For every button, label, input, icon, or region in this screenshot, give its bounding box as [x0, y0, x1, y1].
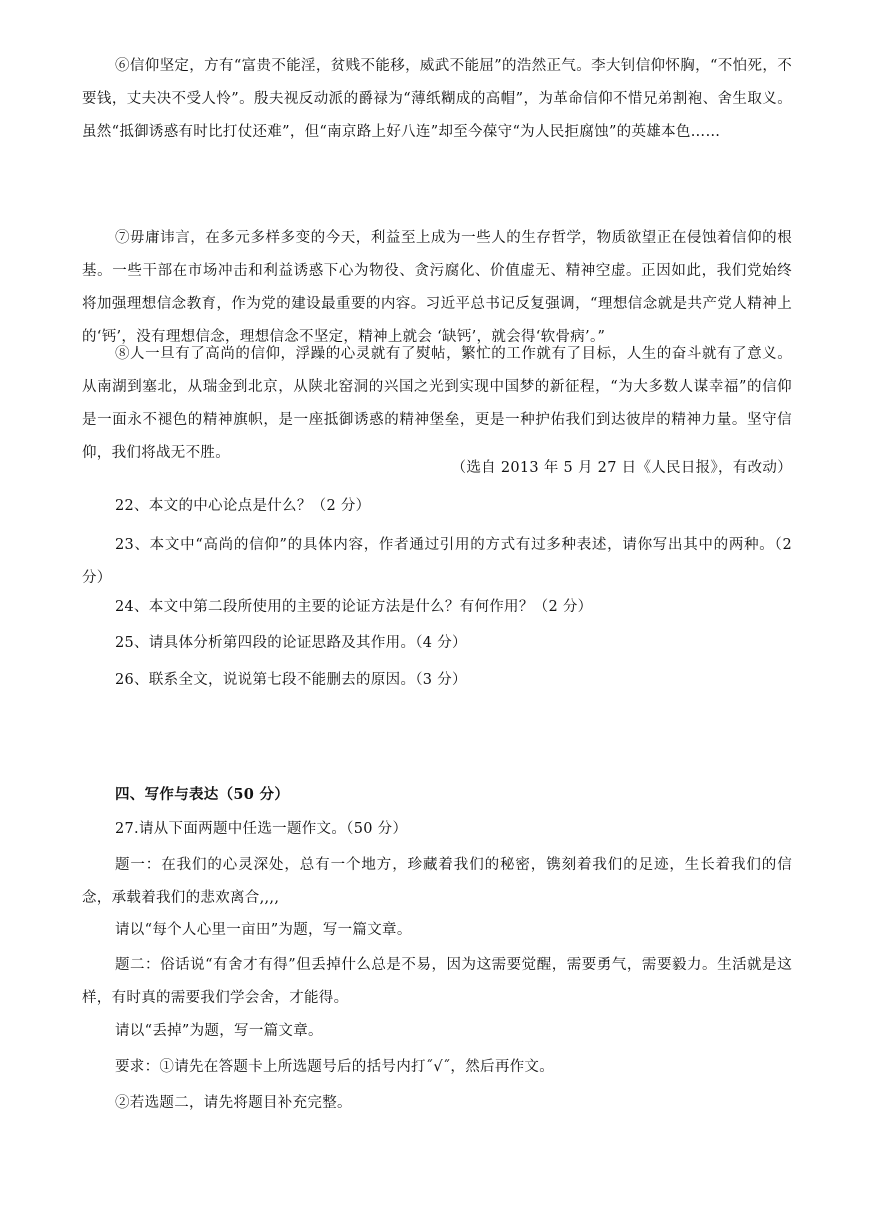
question-24: 24、本文中第二段所使用的主要的论证方法是什么？有何作用？（2 分）	[115, 599, 593, 615]
section-title: 四、写作与表达（50 分）	[115, 786, 290, 803]
question-26: 26、联系全文，说说第七段不能删去的原因。（3 分）	[115, 672, 467, 688]
topic-two: 题二：俗话说“有舍才有得”但丢掉什么总是不易，因为这需要觉醒，需要勇气，需要毅力。生活就是这样，有时真的需要我们学会舍，才能得。	[82, 957, 792, 1006]
question-27: 27.请从下面两题中任选一题作文。（50 分）	[115, 821, 408, 837]
question-23: 23、本文中“高尚的信仰”的具体内容，作者通过引用的方式有过多种表述，请你写出其中的两种。（2 分）	[82, 537, 792, 586]
requirement-two: ②若选题二，请先将题目补充完整。	[115, 1095, 352, 1111]
question-22: 22、本文的中心论点是什么？（2 分）	[115, 498, 371, 514]
question-25: 25、请具体分析第四段的论证思路及其作用。（4 分）	[115, 635, 467, 651]
topic-one-requirement: 请以“每个人心里一亩田”为题，写一篇文章。	[115, 922, 412, 938]
requirement-one: 要求：①请先在答题卡上所选题号后的括号内打˝√˝，然后再作文。	[115, 1059, 555, 1075]
paragraph-6: ⑥信仰坚定，方有“富贵不能淫，贫贱不能移，威武不能屈”的浩然正气。李大钊信仰怀胸，“不怕死，不要钱，丈夫决不受人怜”。殷夫视反动派的爵禄为“薄纸糊成的高帽”，为革命信仰不惜兄弟割袍、舍生取义。虽然“抵御诱惑有时比打仗还难”，但“南京路上好八连”却至今葆守“为人民拒腐蚀”的英雄本色……	[82, 58, 792, 140]
paragraph-7: ⑦毋庸讳言，在多元多样多变的今天，利益至上成为一些人的生存哲学，物质欲望正在侵蚀着信仰的根基。一些干部在市场冲击和利益诱惑下心为物役、贪污腐化、价值虚无、精神空虚。正因如此，我们党始终将加强理想信念教育，作为党的建设最重要的内容。习近平总书记反复强调，“理想信念就是共产党人精神上的‘钙’，没有理想信念，理想信念不坚定，精神上就会 ‘缺钙’，就会得‘软骨病’。”	[82, 230, 792, 345]
source-citation: （选自 2013 年 5 月 27 日《人民日报》，有改动）	[451, 460, 792, 476]
topic-one: 题一：在我们的心灵深处，总有一个地方，珍藏着我们的秘密，镌刻着我们的足迹，生长着我们的信念，承载着我们的悲欢离合,,,,	[82, 857, 792, 906]
paragraph-8: ⑧人一旦有了高尚的信仰，浮躁的心灵就有了熨帖，繁忙的工作就有了目标，人生的奋斗就有了意义。从南湖到塞北，从瑞金到北京，从陕北窑洞的兴国之光到实现中国梦的新征程，“为大多数人谋幸福”的信仰是一面永不褪色的精神旗帜，是一座抵御诱惑的精神堡垒，更是一种护佑我们到达彼岸的精神力量。坚守信仰，我们将战无不胜。	[82, 346, 792, 461]
topic-two-requirement: 请以“丢掉”为题，写一篇文章。	[115, 1023, 323, 1039]
